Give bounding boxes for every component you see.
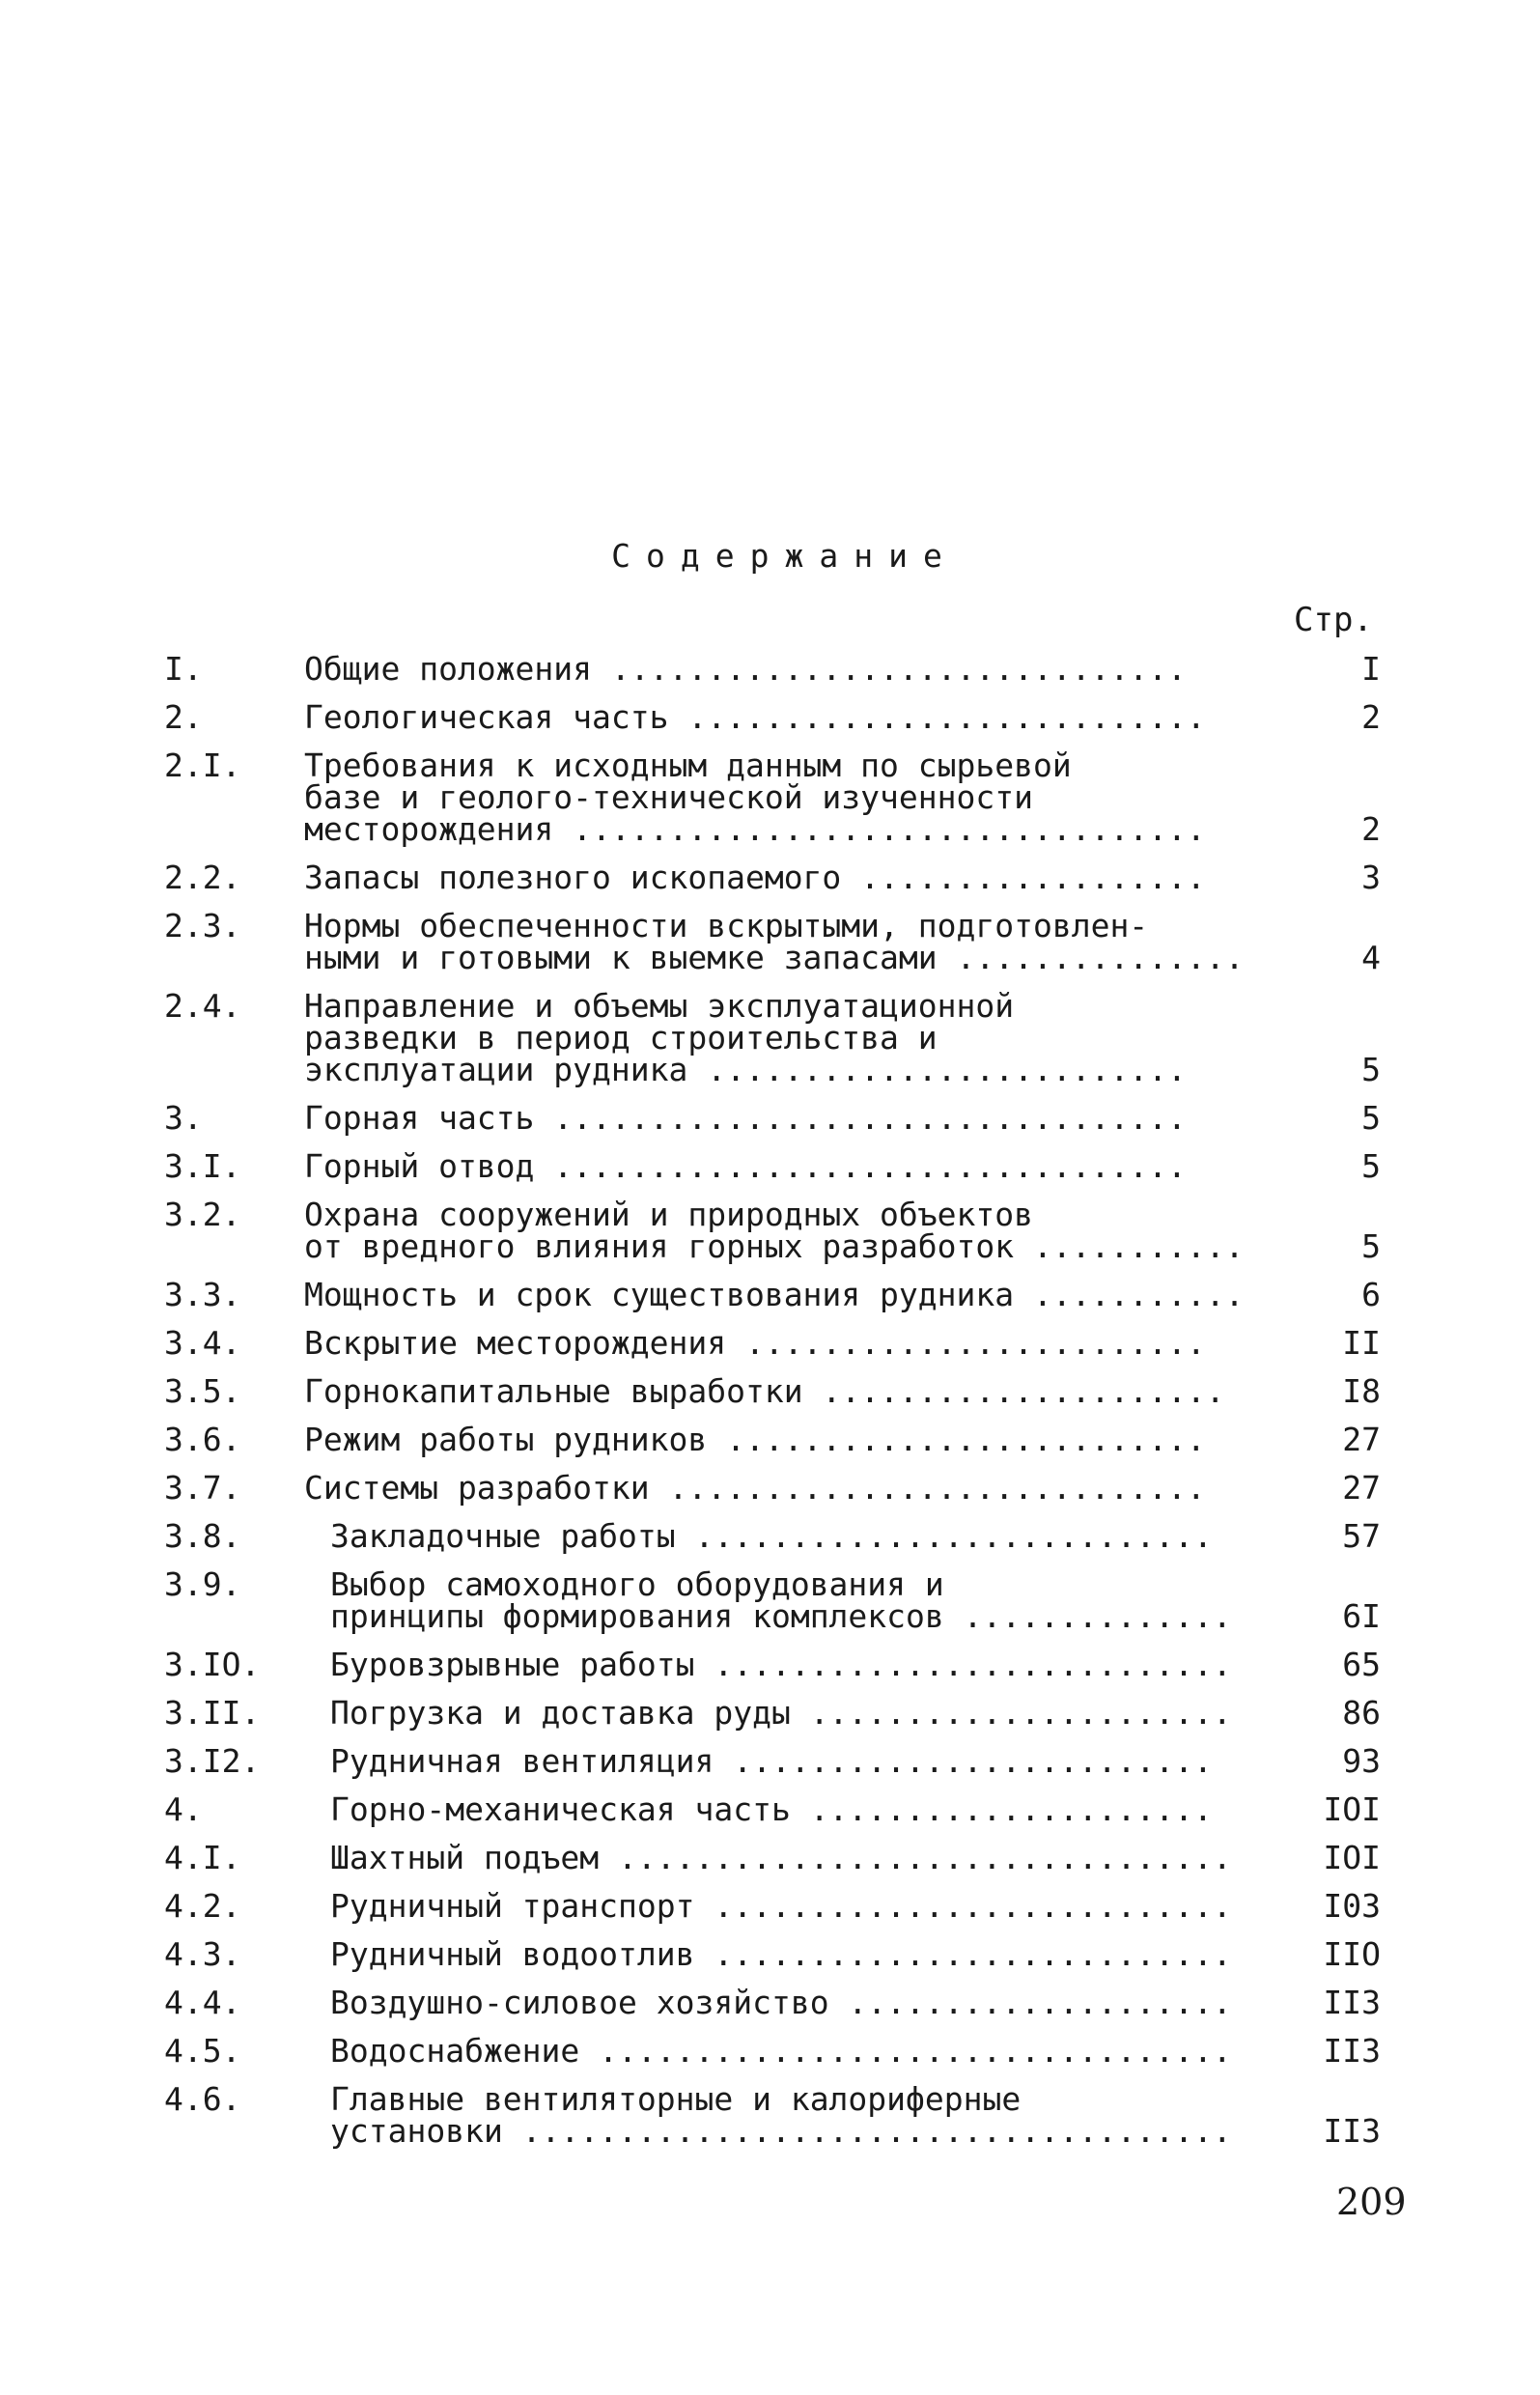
toc-entry-line: Требования к исходным данным по сырьевой bbox=[304, 747, 1072, 784]
toc-entry-line: Горная часть ................................. bbox=[304, 1099, 1187, 1137]
toc-entry bbox=[164, 698, 1381, 736]
toc-entry-title bbox=[330, 2032, 1392, 2070]
toc-entry bbox=[164, 907, 1381, 976]
toc-entry-page: II bbox=[1342, 1324, 1381, 1362]
toc-entry bbox=[164, 1887, 1381, 1925]
toc-entry-line: Воздушно-силовое хозяйство .................... bbox=[330, 1984, 1232, 2021]
toc-entry-title bbox=[304, 1196, 1366, 1265]
toc-entry-page: 3 bbox=[1361, 859, 1381, 896]
page-column-label: Стр. bbox=[1294, 601, 1373, 639]
toc-entry-line: Буровзрывные работы ........................... bbox=[330, 1646, 1232, 1683]
toc-entry-number: 4.2. bbox=[164, 1887, 241, 1925]
toc-entry-title bbox=[304, 650, 1366, 688]
toc-entry-number: 3.I. bbox=[164, 1147, 241, 1185]
toc-entry-page: I bbox=[1361, 650, 1381, 688]
toc-entry-title bbox=[330, 1790, 1392, 1828]
toc-entry-line: Горнокапитальные выработки ..................... bbox=[304, 1372, 1225, 1410]
toc-entry-title bbox=[304, 698, 1366, 736]
page-title: Содержание bbox=[611, 537, 958, 575]
toc-entry-line: Запасы полезного ископаемого .................. bbox=[304, 859, 1206, 896]
toc-entry-line: Главные вентиляторные и калориферные bbox=[330, 2080, 1022, 2118]
toc-entry-page: 6I bbox=[1342, 1597, 1381, 1635]
toc-entry-page: 4 bbox=[1361, 939, 1381, 976]
toc-entry-line: месторождения ................................. bbox=[304, 810, 1206, 848]
toc-entry-number: 3.3. bbox=[164, 1276, 241, 1313]
toc-entry-line: Общие положения .............................. bbox=[304, 650, 1187, 688]
toc-entry-page: 27 bbox=[1342, 1469, 1381, 1507]
toc-entry-line: Направление и объемы эксплуатационной bbox=[304, 987, 1015, 1025]
toc-entry-page: II3 bbox=[1323, 2112, 1381, 2150]
toc-entry-title bbox=[330, 1839, 1392, 1876]
toc-entry-line: установки ..................................... bbox=[330, 2112, 1232, 2150]
toc-entry-number: 2.I. bbox=[164, 747, 241, 784]
toc-entry-title bbox=[304, 1372, 1366, 1410]
toc-entry bbox=[164, 1147, 1381, 1185]
toc-entry-number: 3.4. bbox=[164, 1324, 241, 1362]
toc-entry-line: Мощность и срок существования рудника ........... bbox=[304, 1276, 1245, 1313]
toc-entry-number: 3.2. bbox=[164, 1196, 241, 1233]
toc-entry-page: 86 bbox=[1342, 1694, 1381, 1732]
toc-entry-line: Рудничная вентиляция ......................... bbox=[330, 1742, 1213, 1780]
toc-entry-number: 3.I2. bbox=[164, 1742, 261, 1780]
toc-entry-title bbox=[304, 1324, 1366, 1362]
toc-entry-title bbox=[304, 747, 1366, 848]
toc-entry-title bbox=[304, 859, 1366, 896]
toc-entry-number: 3.5. bbox=[164, 1372, 241, 1410]
toc-entry-title bbox=[330, 1742, 1392, 1780]
toc-entry bbox=[164, 1517, 1381, 1555]
toc-entry-number: 2. bbox=[164, 698, 203, 736]
toc-entry-number: 4.I. bbox=[164, 1839, 241, 1876]
toc-entry-page: IIO bbox=[1323, 1935, 1381, 1973]
toc-entry-title bbox=[304, 907, 1366, 976]
toc-entry bbox=[164, 859, 1381, 896]
toc-entry bbox=[164, 987, 1381, 1088]
toc-entry-title bbox=[330, 1565, 1392, 1635]
toc-entry-page: 2 bbox=[1361, 698, 1381, 736]
toc-entry-title bbox=[304, 1147, 1366, 1185]
toc-entry bbox=[164, 1742, 1381, 1780]
toc-entry bbox=[164, 1839, 1381, 1876]
toc-entry-title bbox=[330, 2080, 1392, 2150]
toc-entry-line: Закладочные работы ........................... bbox=[330, 1517, 1213, 1555]
toc-entry-title bbox=[330, 1694, 1392, 1732]
toc-entry-number: 2.3. bbox=[164, 907, 241, 944]
toc-entry bbox=[164, 1646, 1381, 1683]
toc-entry-page: 5 bbox=[1361, 1099, 1381, 1137]
toc-entry-number: I. bbox=[164, 650, 203, 688]
toc-entry bbox=[164, 1196, 1381, 1265]
toc-entry bbox=[164, 650, 1381, 688]
toc-entry-page: 5 bbox=[1361, 1147, 1381, 1185]
toc-entry-line: Шахтный подъем ................................ bbox=[330, 1839, 1232, 1876]
toc-entry-line: Горно-механическая часть ..................... bbox=[330, 1790, 1213, 1828]
toc-entry-title bbox=[330, 1935, 1392, 1973]
toc-entry-line: от вредного влияния горных разработок ........... bbox=[304, 1227, 1245, 1265]
toc-entry-title bbox=[330, 1517, 1392, 1555]
toc-entry-line: Водоснабжение ................................. bbox=[330, 2032, 1232, 2070]
toc-entry-number: 2.4. bbox=[164, 987, 241, 1025]
toc-entry-page: 27 bbox=[1342, 1421, 1381, 1458]
toc-entry-number: 4. bbox=[164, 1790, 203, 1828]
toc-entry-number: 2.2. bbox=[164, 859, 241, 896]
toc-entry bbox=[164, 2080, 1381, 2150]
toc-entry-number: 3.8. bbox=[164, 1517, 241, 1555]
toc-entry-page: 5 bbox=[1361, 1227, 1381, 1265]
toc-entry-line: Нормы обеспеченности вскрытыми, подготовлен- bbox=[304, 907, 1149, 944]
toc-entry-title bbox=[304, 1421, 1366, 1458]
toc-entry-line: разведки в период строительства и bbox=[304, 1019, 938, 1057]
toc-entry-line: Выбор самоходного оборудования и bbox=[330, 1565, 944, 1603]
toc-entry bbox=[164, 1099, 1381, 1137]
toc-entry-number: 3.9. bbox=[164, 1565, 241, 1603]
toc-entry-line: ными и готовыми к выемке запасами ............... bbox=[304, 939, 1245, 976]
toc-entry bbox=[164, 1421, 1381, 1458]
toc-entry-number: 3.IO. bbox=[164, 1646, 261, 1683]
toc-entry-title bbox=[304, 1276, 1366, 1313]
toc-entry-line: Погрузка и доставка руды ...................... bbox=[330, 1694, 1232, 1732]
toc-entry-page: 93 bbox=[1342, 1742, 1381, 1780]
toc-entry-line: базе и геолого-технической изученности bbox=[304, 778, 1033, 816]
toc-entry-number: 4.4. bbox=[164, 1984, 241, 2021]
toc-entry-page: 2 bbox=[1361, 810, 1381, 848]
toc-entry-title bbox=[330, 1887, 1392, 1925]
toc-entry-line: Горный отвод ................................. bbox=[304, 1147, 1187, 1185]
toc-entry-page: II3 bbox=[1323, 2032, 1381, 2070]
toc-entry-line: принципы формирования комплексов .............. bbox=[330, 1597, 1232, 1635]
toc-entry-number: 3.II. bbox=[164, 1694, 261, 1732]
toc-entry-page: II3 bbox=[1323, 1984, 1381, 2021]
toc-entry-line: Рудничный водоотлив ........................... bbox=[330, 1935, 1232, 1973]
toc-entry-title bbox=[304, 1099, 1366, 1137]
toc-entry bbox=[164, 1935, 1381, 1973]
toc-entry-title bbox=[330, 1984, 1392, 2021]
toc-entry-number: 4.5. bbox=[164, 2032, 241, 2070]
toc-entry-line: Режим работы рудников ......................... bbox=[304, 1421, 1206, 1458]
toc-entry bbox=[164, 1372, 1381, 1410]
toc-entry-title bbox=[330, 1646, 1392, 1683]
toc-entry bbox=[164, 1565, 1381, 1635]
toc-entry-line: Рудничный транспорт ........................... bbox=[330, 1887, 1232, 1925]
toc-entry bbox=[164, 1984, 1381, 2021]
toc-entry-page: 6 bbox=[1361, 1276, 1381, 1313]
toc-entry-line: Системы разработки ............................ bbox=[304, 1469, 1206, 1507]
toc-entry-line: Охрана сооружений и природных объектов bbox=[304, 1196, 1033, 1233]
toc-entry bbox=[164, 747, 1381, 848]
toc-entry bbox=[164, 1694, 1381, 1732]
toc-entry-line: Вскрытие месторождения ........................ bbox=[304, 1324, 1206, 1362]
toc-entry-title bbox=[304, 1469, 1366, 1507]
toc-entry-number: 3. bbox=[164, 1099, 203, 1137]
toc-entry-page: IOI bbox=[1323, 1790, 1381, 1828]
page-number: 209 bbox=[1336, 2181, 1407, 2223]
toc-entry bbox=[164, 1276, 1381, 1313]
toc-entry bbox=[164, 1324, 1381, 1362]
toc-entry-number: 4.3. bbox=[164, 1935, 241, 1973]
toc-entry-title bbox=[304, 987, 1366, 1088]
toc-entry-line: Геологическая часть ........................... bbox=[304, 698, 1206, 736]
toc-entry bbox=[164, 1790, 1381, 1828]
toc-entry-number: 3.7. bbox=[164, 1469, 241, 1507]
toc-entry-line: эксплуатации рудника ......................... bbox=[304, 1051, 1187, 1088]
toc-entry bbox=[164, 2032, 1381, 2070]
toc-entry-page: 5 bbox=[1361, 1051, 1381, 1088]
toc-entry-number: 3.6. bbox=[164, 1421, 241, 1458]
toc-entry bbox=[164, 1469, 1381, 1507]
toc-entry-page: I03 bbox=[1323, 1887, 1381, 1925]
toc-entry-page: IOI bbox=[1323, 1839, 1381, 1876]
toc-entry-page: 65 bbox=[1342, 1646, 1381, 1683]
toc-entry-number: 4.6. bbox=[164, 2080, 241, 2118]
toc-entry-page: I8 bbox=[1342, 1372, 1381, 1410]
toc-entry-page: 57 bbox=[1342, 1517, 1381, 1555]
